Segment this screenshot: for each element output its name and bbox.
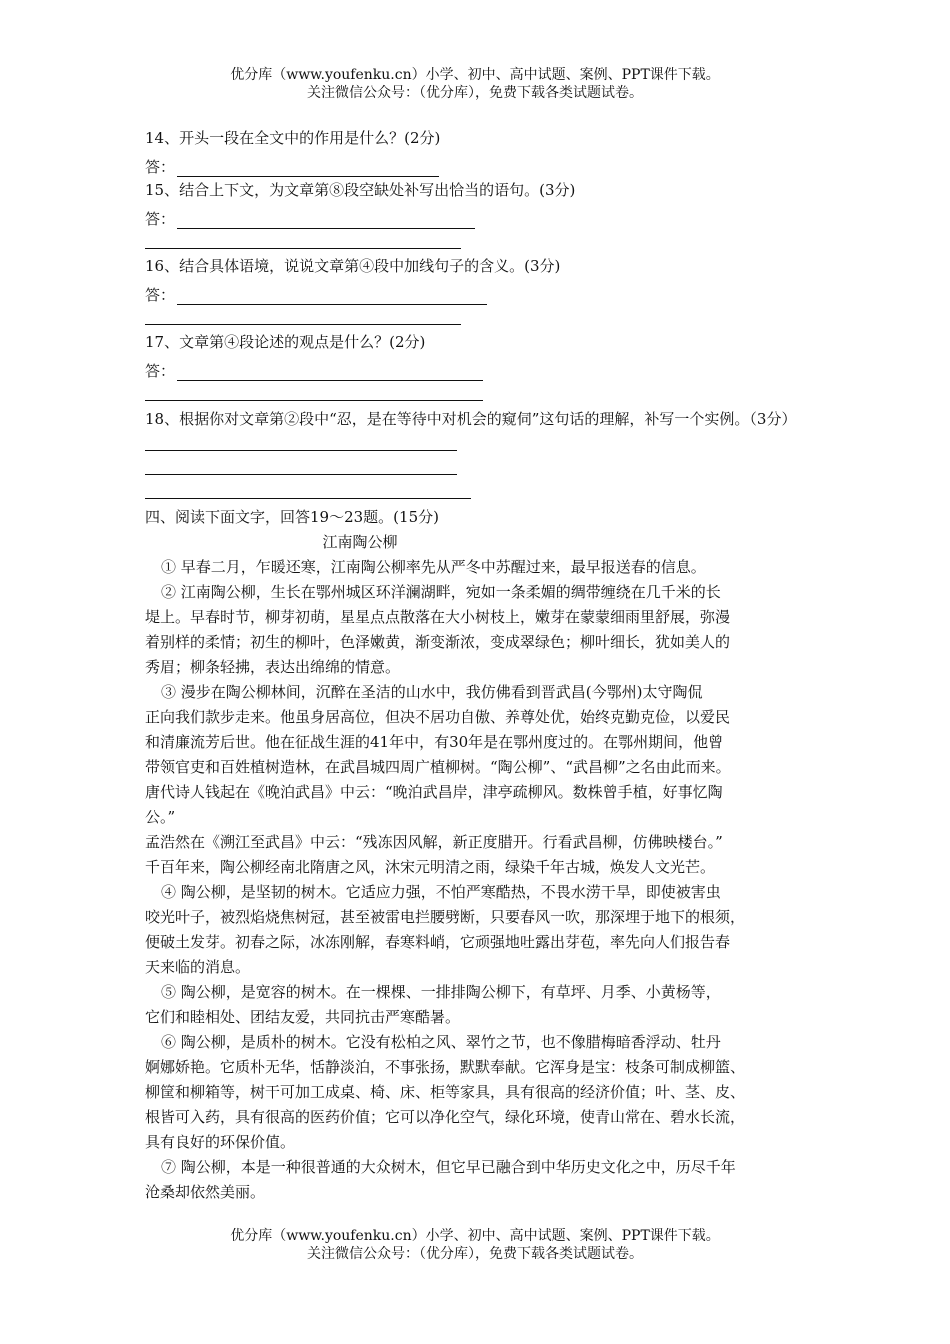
answer-line[interactable] [177, 364, 483, 381]
article-line: 便破土发芽。初春之际，冰冻刚解，春寒料峭，它顽强地吐露出芽苞，率先向人们报告春 [145, 933, 731, 951]
footer-line-1: 优分库（www.youfenku.cn）小学、初中、高中试题、案例、PPT课件下载。 [230, 1228, 720, 1244]
answer-line[interactable] [177, 288, 487, 305]
answer-17 [145, 355, 813, 381]
article-line: 婀娜娇艳。它质朴无华，恬静淡泊，不事张扬，默默奉献。它浑身是宝：枝条可制成柳篮、 [145, 1058, 746, 1076]
question-16: 16、结合具体语境，说说文章第④段中加线句子的含义。(3分) [145, 257, 561, 275]
article-line: 唐代诗人钱起在《晚泊武昌》中云：“晚泊武昌岸，津亭疏柳风。数株曾手植，好事忆陶 [145, 783, 723, 801]
article-line: 根皆可入药，具有很高的医药价值；它可以净化空气，绿化环境，使青山常在、碧水长流， [145, 1108, 746, 1126]
article-line: 着别样的柔情；初生的柳叶，色泽嫩黄，渐变渐浓，变成翠绿色；柳叶细长，犹如美人的 [145, 633, 731, 651]
answer-15 [145, 203, 813, 229]
document-body [145, 125, 813, 1205]
answer-16 [145, 279, 813, 305]
answer-line[interactable] [145, 400, 483, 401]
answer-14 [145, 151, 813, 177]
answer-line[interactable] [145, 324, 461, 325]
answer-label: 答： [145, 210, 176, 228]
article-line: 咬光叶子，被烈焰烧焦树冠，甚至被雷电拦腰劈断，只要春风一吹，那深埋于地下的根须， [145, 908, 746, 926]
article-line: 沧桑却依然美丽。 [145, 1183, 266, 1201]
header-line-1: 优分库（www.youfenku.cn）小学、初中、高中试题、案例、PPT课件下载。 [230, 67, 720, 83]
question-18: 18、根据你对文章第②段中“忍，是在等待中对机会的窥伺”这句话的理解，补写一个实例。（3分） [145, 410, 797, 428]
article-line: ① 早春二月，乍暖还寒，江南陶公柳率先从严冬中苏醒过来，最早报送春的信息。 [161, 558, 706, 576]
answer-label: 答： [145, 362, 176, 380]
answer-line[interactable] [177, 160, 439, 177]
article-line: 它们和睦相处、团结友爱，共同抗击严寒酷暑。 [145, 1008, 461, 1026]
article-line: ⑥ 陶公柳，是质朴的树木。它没有松柏之风、翠竹之节，也不像腊梅暗香浮动、牡丹 [161, 1033, 721, 1051]
answer-line[interactable] [145, 474, 457, 475]
article-line: ③ 漫步在陶公柳林间，沉醉在圣洁的山水中，我仿佛看到晋武昌(今鄂州)太守陶侃 [161, 683, 703, 701]
answer-line[interactable] [145, 450, 457, 451]
article-line: 天来临的消息。 [145, 958, 251, 976]
article-line: 柳筐和柳箱等，树干可加工成桌、椅、床、柜等家具，具有很高的经济价值；叶、茎、皮、 [145, 1083, 746, 1101]
article-line: 秀眉；柳条轻拂，表达出绵绵的情意。 [145, 658, 401, 676]
answer-15-extra [145, 229, 813, 253]
answer-17-extra [145, 381, 813, 405]
article-line: 带领官吏和百姓植树造林，在武昌城四周广植柳树。“陶公柳”、“武昌柳”之名由此而来。 [145, 758, 731, 776]
article-body [145, 555, 813, 1205]
question-15: 15、结合上下文，为文章第⑧段空缺处补写出恰当的语句。(3分) [145, 181, 576, 199]
article-line: 千百年来，陶公柳经南北隋唐之风，沐宋元明清之雨，绿染千年古城，焕发人文光芒。 [145, 858, 716, 876]
article-line: ② 江南陶公柳，生长在鄂州城区环洋澜湖畔，宛如一条柔媚的绸带缠绕在几千米的长 [161, 583, 721, 601]
section-4-heading: 四、阅读下面文字，回答19～23题。(15分) [145, 508, 439, 526]
page-header [0, 66, 950, 102]
footer-line-2: 关注微信公众号：（优分库），免费下载各类试题试卷。 [307, 1246, 643, 1262]
answer-18-line-2 [145, 455, 813, 479]
answer-line[interactable] [145, 498, 471, 499]
article-line: 堤上。早春时节，柳芽初萌，星星点点散落在大小树枝上，嫩芽在蒙蒙细雨里舒展，弥漫 [145, 608, 731, 626]
answer-16-extra [145, 305, 813, 329]
page-footer [0, 1227, 950, 1263]
article-line: 公。” [145, 808, 176, 826]
answer-18-line-1 [145, 431, 813, 455]
header-line-2: 关注微信公众号：（优分库），免费下载各类试题试卷。 [307, 85, 643, 101]
article-line: ⑤ 陶公柳，是宽容的树木。在一棵棵、一排排陶公柳下，有草坪、月季、小黄杨等， [161, 983, 721, 1001]
answer-label: 答： [145, 286, 176, 304]
answer-line[interactable] [145, 248, 461, 249]
article-line: ④ 陶公柳，是坚韧的树木。它适应力强，不怕严寒酷热，不畏水涝干旱，即使被害虫 [161, 883, 721, 901]
article-line: 具有良好的环保价值。 [145, 1133, 296, 1151]
question-17: 17、文章第④段论述的观点是什么？(2分) [145, 333, 426, 351]
article-line: 和清廉流芳后世。他在征战生涯的41年中，有30年是在鄂州度过的。在鄂州期间，他曾 [145, 733, 724, 751]
answer-18-line-3 [145, 479, 813, 503]
answer-label: 答： [145, 158, 176, 176]
article-line: 正向我们款步走来。他虽身居高位，但决不居功自傲、养尊处优，始终克勤克俭，以爱民 [145, 708, 731, 726]
question-14: 14、开头一段在全文中的作用是什么？(2分) [145, 129, 441, 147]
article-line: ⑦ 陶公柳，本是一种很普通的大众树木，但它早已融合到中华历史文化之中，历尽千年 [161, 1158, 736, 1176]
article-line: 孟浩然在《溯江至武昌》中云：“残冻因风解，新正度腊开。行看武昌柳，仿佛映楼台。” [145, 833, 723, 851]
answer-line[interactable] [177, 212, 475, 229]
article-title: 江南陶公柳 [322, 533, 398, 551]
